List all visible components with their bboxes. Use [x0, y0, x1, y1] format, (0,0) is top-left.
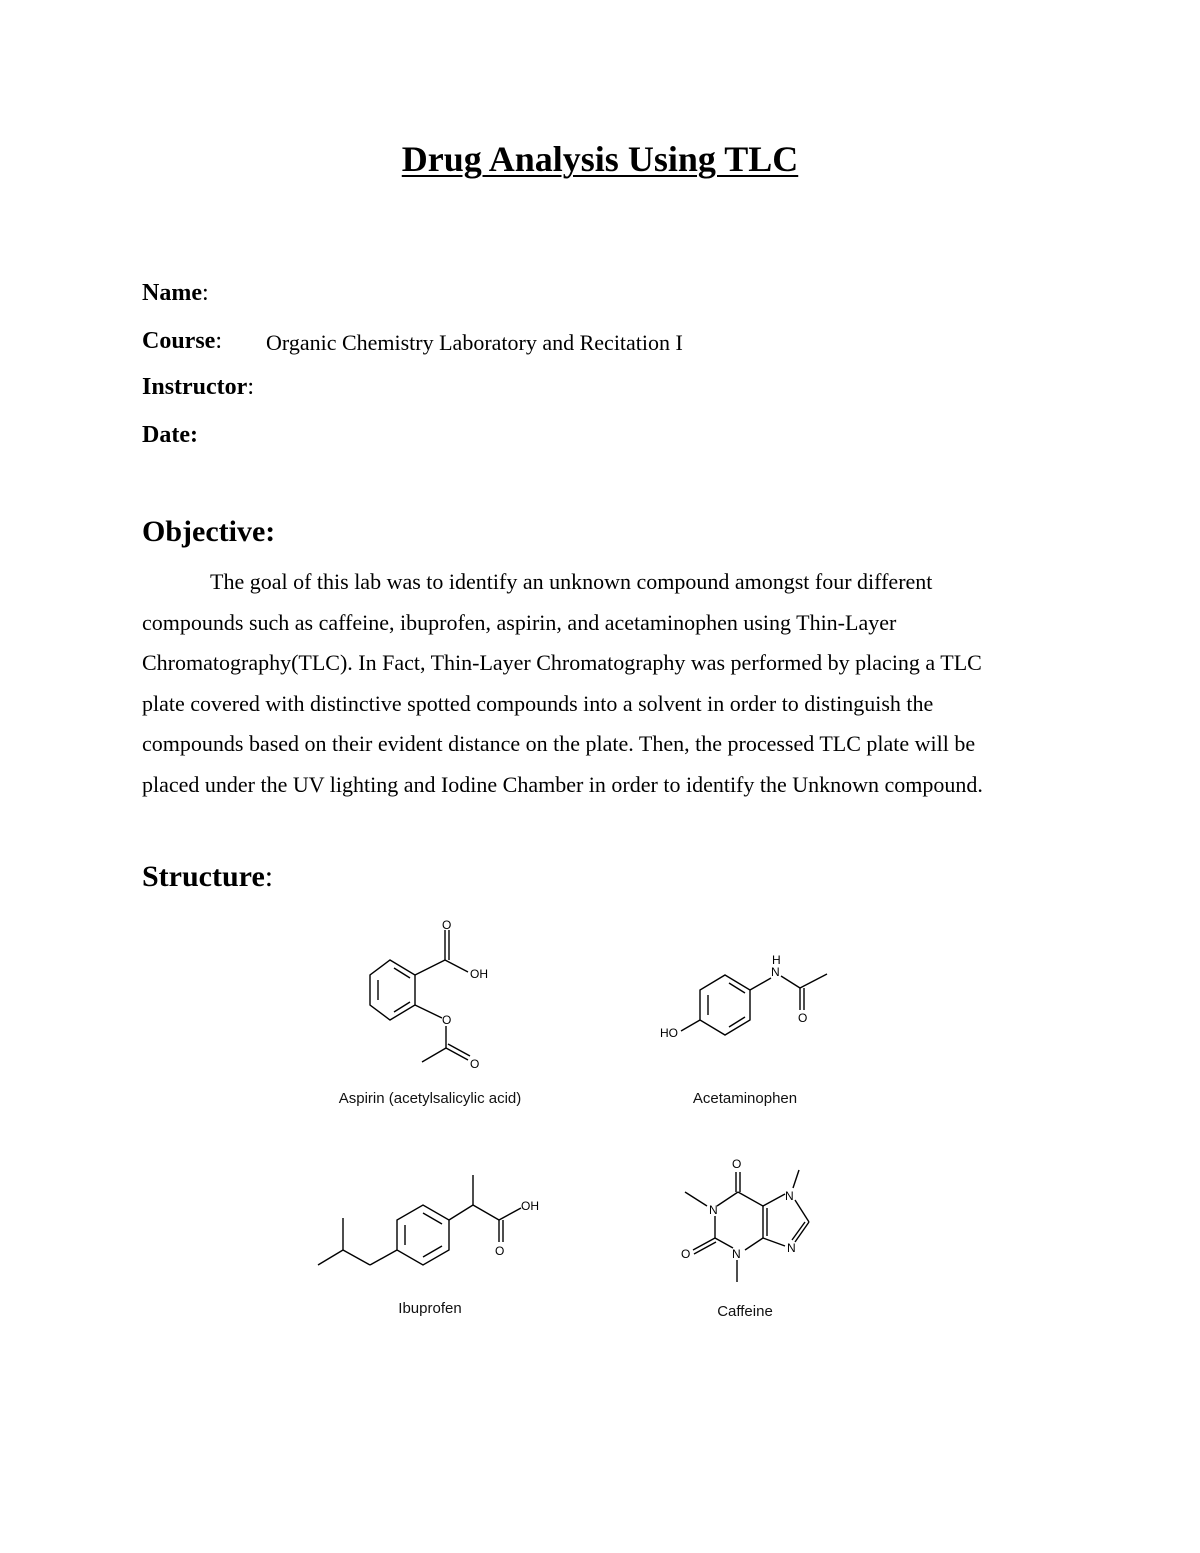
objective-line: compounds based on their evident distance on the plate. Then, the processed TLC plate will be	[142, 731, 976, 757]
name-colon: :	[201, 280, 209, 306]
atom-o: O	[442, 918, 452, 932]
structure-heading	[142, 860, 273, 894]
course-label: Course	[142, 328, 216, 354]
atom-n: N	[785, 1189, 794, 1203]
document-title: Drug Analysis Using TLC	[401, 139, 799, 179]
ibuprofen-structure	[315, 1170, 545, 1275]
objective-heading: Objective:	[142, 515, 276, 548]
objective-line: placed under the UV lighting and Iodine Chamber in order to identify the Unknown compound.	[142, 771, 983, 797]
atom-n: N	[709, 1203, 718, 1217]
aspirin-caption: Aspirin (acetylsalicylic acid)	[338, 1090, 522, 1107]
course-value: Organic Chemistry Laboratory and Recitation I	[266, 330, 683, 355]
benzene-ring	[370, 960, 415, 1020]
caffeine-structure	[675, 1150, 835, 1290]
atom-o: O	[732, 1157, 742, 1171]
atom-o: O	[495, 1244, 505, 1258]
name-label: Name	[142, 280, 202, 306]
objective-line: compounds such as caffeine, ibuprofen, aspirin, and acetaminophen using Thin-Layer	[142, 609, 897, 635]
atom-h: H	[772, 953, 781, 967]
structure-heading-text: Structure	[142, 860, 265, 893]
atom-o: O	[798, 1011, 808, 1025]
caffeine-caption: Caffeine	[717, 1303, 773, 1320]
atom-n: N	[732, 1247, 741, 1261]
date-label: Date:	[142, 422, 198, 448]
objective-line: plate covered with distinctive spotted compounds into a solvent in order to distinguish the	[142, 690, 934, 716]
date-field	[142, 422, 198, 449]
atom-n: N	[771, 965, 780, 979]
atom-n: N	[787, 1241, 796, 1255]
ibuprofen-caption: Ibuprofen	[398, 1300, 462, 1317]
aspirin-structure	[360, 920, 500, 1080]
atom-oh: OH	[521, 1199, 539, 1213]
structure-colon: :	[264, 860, 274, 893]
name-field	[142, 280, 209, 307]
course-colon: :	[215, 328, 222, 354]
objective-line: The goal of this lab was to identify an unknown compound amongst four different	[210, 569, 933, 594]
atom-oh: OH	[470, 967, 488, 981]
instructor-field	[142, 374, 254, 401]
acetaminophen-caption: Acetaminophen	[692, 1090, 798, 1107]
objective-paragraph	[142, 562, 1057, 806]
atom-ho: HO	[660, 1026, 678, 1040]
course-field	[142, 328, 683, 355]
atom-o: O	[442, 1013, 452, 1027]
acetaminophen-structure	[655, 950, 835, 1050]
atom-o: O	[470, 1057, 480, 1071]
atom-o: O	[681, 1247, 691, 1261]
instructor-colon: :	[247, 374, 254, 400]
objective-line: Chromatography(TLC). In Fact, Thin-Layer Chromatography was performed by placing a TLC	[142, 650, 982, 676]
instructor-label: Instructor	[142, 374, 248, 400]
